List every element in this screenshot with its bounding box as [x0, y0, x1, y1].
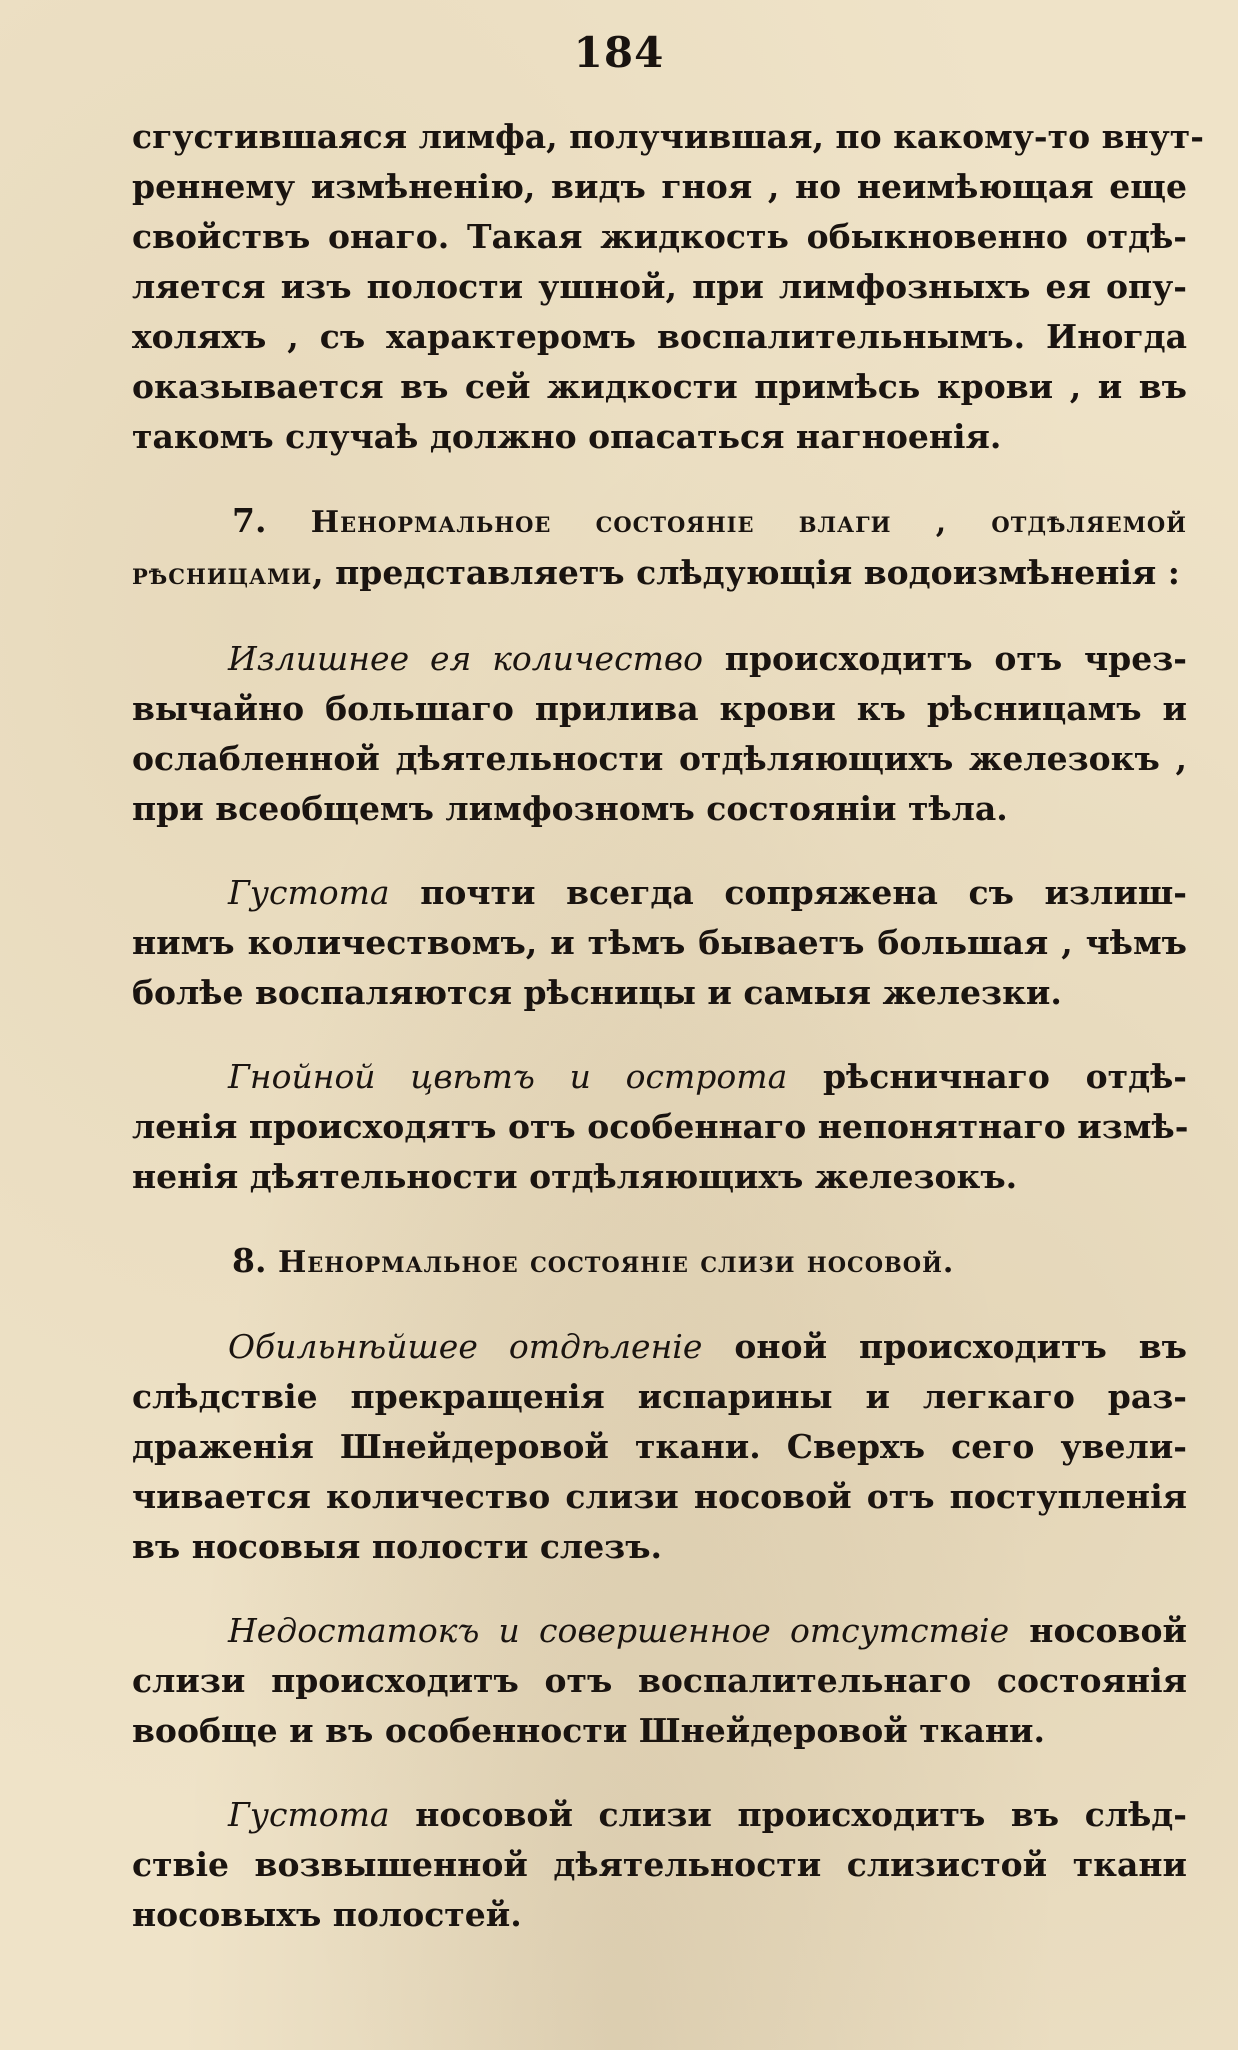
paragraph-excess [132, 634, 1187, 834]
text-line [132, 634, 1187, 684]
line-rest: почти всегда сопряжена съ излиш- [389, 873, 1187, 912]
text-line: ствіе возвышенной дѣятельности слизистой ткани [132, 1845, 1187, 1884]
line-rest: происходитъ отъ чрез- [702, 639, 1188, 678]
italic-term: Густота [228, 873, 390, 912]
line-rest: рѣсничнаго отдѣ- [787, 1057, 1187, 1096]
italic-term: Густота [228, 1795, 390, 1834]
text-line: такомъ случаѣ должно опасаться нагноенія. [132, 417, 1002, 456]
text-line [132, 1236, 1187, 1288]
text-line [132, 1606, 1187, 1656]
text-line [132, 1322, 1187, 1372]
text-line: носовыхъ полостей. [132, 1895, 522, 1934]
text-line: ляется изъ полости ушной, при лимфозныхъ ея опу- [132, 267, 1187, 306]
text-line: ненія дѣятельности отдѣляющихъ железокъ. [132, 1157, 1018, 1196]
section-7-heading [132, 496, 1187, 600]
page-body [132, 112, 1204, 1940]
italic-term: Излишнее ея количество [228, 639, 703, 678]
text-line: ленія происходятъ отъ особеннаго непонятнаго измѣ- [132, 1107, 1189, 1146]
italic-term: Недостатокъ и совершенное отсутствіе [228, 1611, 1010, 1650]
section-title: Ненормальное состояніе влаги , отдѣляемой [310, 505, 1187, 540]
text-line: вообще и въ особенности Шнейдеровой ткани. [132, 1711, 1046, 1750]
text-line: слѣдствіе прекращенія испарины и легкаго раз- [132, 1377, 1187, 1416]
paragraph-abundant [132, 1322, 1187, 1572]
section-title-cont: рѣсницами [132, 557, 313, 592]
paragraph-nasal-density [132, 1790, 1187, 1940]
line-rest: носовой [1009, 1611, 1187, 1650]
text-line [132, 1790, 1187, 1840]
text-line [132, 496, 1187, 548]
text-line: холяхъ , съ характеромъ воспалительнымъ. Иногда [132, 317, 1187, 356]
text-line [132, 548, 1187, 600]
text-line: чивается количество слизи носовой отъ поступленія [132, 1477, 1187, 1516]
line-rest: оной происходитъ въ [702, 1327, 1187, 1366]
text-line: болѣе воспаляются рѣсницы и самыя железки. [132, 973, 1062, 1012]
text-line: вычайно большаго прилива крови къ рѣсницамъ и [132, 689, 1187, 728]
page-number: 184 [573, 28, 665, 77]
text-line: сгустившаяся лимфа, получившая, по какому-то внут- [132, 117, 1204, 156]
text-line: при всеобщемъ лимфозномъ состояніи тѣла. [132, 789, 1008, 828]
italic-term: Обильнѣйшее отдѣленіе [228, 1327, 703, 1366]
section-title-rest: , представляетъ слѣдующія водоизмѣненія : [312, 553, 1180, 592]
section-number: 8. [232, 1241, 267, 1280]
paragraph-density [132, 868, 1187, 1018]
paragraph-deficiency [132, 1606, 1187, 1756]
text-line [132, 1052, 1187, 1102]
paragraph-lymph-discharge [132, 112, 1204, 462]
text-line: нимъ количествомъ, и тѣмъ бываетъ большая , чѣмъ [132, 923, 1187, 962]
text-line: драженія Шнейдеровой ткани. Сверхъ сего увели- [132, 1427, 1187, 1466]
italic-term: Гнойной цвѣтъ и острота [228, 1057, 788, 1096]
text-line: ослабленной дѣятельности отдѣляющихъ железокъ , [132, 739, 1187, 778]
section-title: Ненормальное состояніе слизи носовой. [277, 1245, 955, 1280]
line-rest: носовой слизи происходитъ въ слѣд- [389, 1795, 1187, 1834]
text-line: оказывается въ сей жидкости примѣсь крови , и въ [132, 367, 1187, 406]
text-line [132, 868, 1187, 918]
text-line: реннему измѣненію, видъ гноя , но неимѣющая еще [132, 167, 1187, 206]
paragraph-purulent [132, 1052, 1187, 1202]
text-line: слизи происходитъ отъ воспалительнаго состоянія [132, 1661, 1187, 1700]
text-line: свойствъ онаго. Такая жидкость обыкновенно отдѣ- [132, 217, 1187, 256]
text-line: въ носовыя полости слезъ. [132, 1527, 663, 1566]
section-8-heading [132, 1236, 1187, 1288]
section-number: 7. [232, 501, 267, 540]
